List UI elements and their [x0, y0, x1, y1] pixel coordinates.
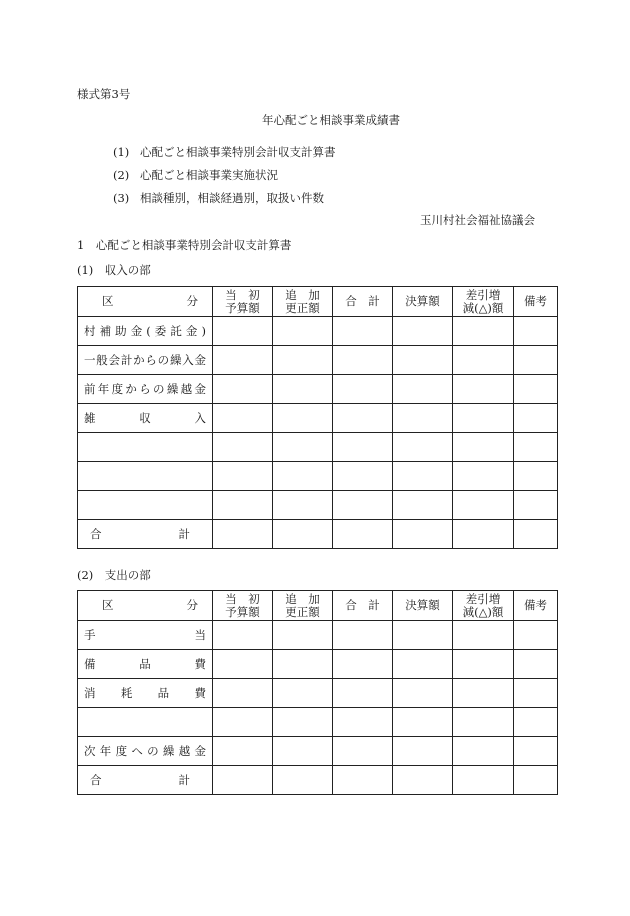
header-total: 合 計 [333, 591, 393, 621]
table-row [78, 462, 558, 491]
table-row [78, 650, 558, 679]
contents-item-text: 相談種別，相談経過別，取扱い件数 [140, 191, 324, 205]
expense-header-row [78, 591, 558, 621]
table-cell [453, 462, 514, 491]
table-cell [333, 375, 393, 404]
table-cell [453, 650, 514, 679]
table-cell [453, 621, 514, 650]
header-initial-budget [213, 287, 273, 317]
table-cell [393, 650, 453, 679]
table-cell [393, 433, 453, 462]
section1-title: 1 心配ごと相談事業特別会計収支計算書 [77, 238, 292, 252]
table-cell [333, 650, 393, 679]
table-cell [273, 317, 333, 346]
table-cell [514, 621, 558, 650]
header-diff-line1: 差引増 [465, 591, 501, 606]
table-cell [453, 679, 514, 708]
table-cell [333, 708, 393, 737]
table-cell [514, 317, 558, 346]
table-cell [453, 375, 514, 404]
table-cell [453, 317, 514, 346]
header-kubun: 区 分 [78, 287, 213, 317]
header-revised-line2: 更正額 [285, 604, 320, 619]
header-difference [453, 591, 514, 621]
table-cell [333, 346, 393, 375]
header-kubun: 区 分 [78, 591, 213, 621]
table-cell [514, 462, 558, 491]
table-cell [333, 679, 393, 708]
table-cell [213, 520, 273, 549]
header-initial-line2: 予算額 [225, 300, 260, 315]
contents-item [113, 144, 336, 160]
header-diff-line2: 減(△)額 [462, 300, 504, 315]
table-row [78, 317, 558, 346]
table-cell [273, 520, 333, 549]
table-row [78, 433, 558, 462]
table-row [78, 404, 558, 433]
table-cell [393, 708, 453, 737]
header-revised-amount [273, 591, 333, 621]
table-cell [393, 491, 453, 520]
header-initial-line1: 当 初 [225, 591, 260, 606]
income-header-row [78, 287, 558, 317]
table-cell [514, 520, 558, 549]
table-cell [453, 491, 514, 520]
income-table [77, 286, 558, 549]
table-row-total [78, 766, 558, 795]
table-cell [393, 462, 453, 491]
table-cell [453, 433, 514, 462]
table-row [78, 346, 558, 375]
row-label: 前年度からの繰越金 [78, 375, 213, 404]
table-cell [213, 462, 273, 491]
table-cell [514, 433, 558, 462]
row-label [78, 433, 213, 462]
row-label [78, 462, 213, 491]
table-cell [213, 621, 273, 650]
table-row [78, 679, 558, 708]
table-row [78, 737, 558, 766]
table-cell [393, 679, 453, 708]
table-cell [273, 491, 333, 520]
row-label-total: 合計 [78, 766, 213, 795]
header-diff-line2: 減(△)額 [462, 604, 504, 619]
table-row [78, 375, 558, 404]
table-row-total [78, 520, 558, 549]
table-cell [453, 404, 514, 433]
table-row [78, 708, 558, 737]
table-cell [273, 404, 333, 433]
header-revised-line1: 追 加 [285, 591, 320, 606]
table-cell [453, 708, 514, 737]
header-settlement: 決算額 [393, 591, 453, 621]
table-cell [213, 737, 273, 766]
header-revised-line2: 更正額 [285, 300, 320, 315]
row-label: 消耗品費 [78, 679, 213, 708]
row-label: 備品費 [78, 650, 213, 679]
table-cell [333, 433, 393, 462]
table-cell [273, 650, 333, 679]
table-cell [333, 491, 393, 520]
table-cell [213, 650, 273, 679]
table-cell [213, 346, 273, 375]
table-cell [393, 404, 453, 433]
table-cell [273, 766, 333, 795]
row-label: 雑収入 [78, 404, 213, 433]
expense-subtitle: (2) 支出の部 [77, 568, 151, 582]
form-number: 様式第3号 [77, 87, 131, 101]
table-cell [453, 737, 514, 766]
row-label: 村補助金(委託金) [78, 317, 213, 346]
row-label [78, 491, 213, 520]
header-diff-line1: 差引増 [465, 287, 501, 302]
table-cell [514, 708, 558, 737]
table-cell [213, 708, 273, 737]
row-label-total: 合計 [78, 520, 213, 549]
row-label [78, 708, 213, 737]
header-initial-budget [213, 591, 273, 621]
table-cell [333, 404, 393, 433]
table-cell [273, 433, 333, 462]
table-cell [514, 491, 558, 520]
table-cell [393, 621, 453, 650]
table-row [78, 621, 558, 650]
table-cell [273, 375, 333, 404]
table-cell [393, 737, 453, 766]
header-initial-line2: 予算額 [225, 604, 260, 619]
expense-table [77, 590, 558, 795]
table-cell [453, 346, 514, 375]
header-initial-line1: 当 初 [225, 287, 260, 302]
header-remarks: 備考 [514, 591, 558, 621]
table-cell [213, 491, 273, 520]
table-cell [213, 679, 273, 708]
table-cell [213, 404, 273, 433]
table-cell [333, 737, 393, 766]
row-label: 手当 [78, 621, 213, 650]
table-cell [393, 375, 453, 404]
table-cell [514, 346, 558, 375]
header-revised-line1: 追 加 [285, 287, 320, 302]
table-cell [393, 766, 453, 795]
table-row [78, 491, 558, 520]
table-cell [514, 679, 558, 708]
table-cell [333, 462, 393, 491]
organization-name: 玉川村社会福祉協議会 [420, 213, 535, 227]
contents-item-text: 心配ごと相談事業実施状況 [140, 168, 278, 182]
table-cell [213, 317, 273, 346]
table-cell [273, 737, 333, 766]
row-label: 次年度への繰越金 [78, 737, 213, 766]
contents-item-number: (2) [113, 168, 130, 182]
document-title: 年心配ごと相談事業成績書 [262, 113, 400, 127]
table-cell [273, 679, 333, 708]
table-cell [333, 621, 393, 650]
header-remarks: 備考 [514, 287, 558, 317]
table-cell [514, 404, 558, 433]
contents-item-text: 心配ごと相談事業特別会計収支計算書 [140, 145, 336, 159]
row-label: 一般会計からの繰入金 [78, 346, 213, 375]
header-total: 合 計 [333, 287, 393, 317]
table-cell [213, 433, 273, 462]
income-subtitle: (1) 収入の部 [77, 263, 151, 277]
table-cell [453, 766, 514, 795]
contents-item-number: (3) [113, 191, 130, 205]
table-cell [393, 346, 453, 375]
contents-item [113, 190, 324, 206]
table-cell [213, 375, 273, 404]
header-revised-amount [273, 287, 333, 317]
table-cell [393, 317, 453, 346]
table-cell [333, 317, 393, 346]
table-cell [514, 737, 558, 766]
table-cell [273, 621, 333, 650]
table-cell [514, 766, 558, 795]
table-cell [333, 766, 393, 795]
table-cell [213, 766, 273, 795]
contents-item-number: (1) [113, 145, 130, 159]
header-settlement: 決算額 [393, 287, 453, 317]
contents-item [113, 167, 278, 183]
table-cell [273, 708, 333, 737]
table-cell [333, 520, 393, 549]
table-cell [393, 520, 453, 549]
table-cell [514, 650, 558, 679]
table-cell [514, 375, 558, 404]
header-difference [453, 287, 514, 317]
table-cell [273, 462, 333, 491]
table-cell [273, 346, 333, 375]
table-cell [453, 520, 514, 549]
